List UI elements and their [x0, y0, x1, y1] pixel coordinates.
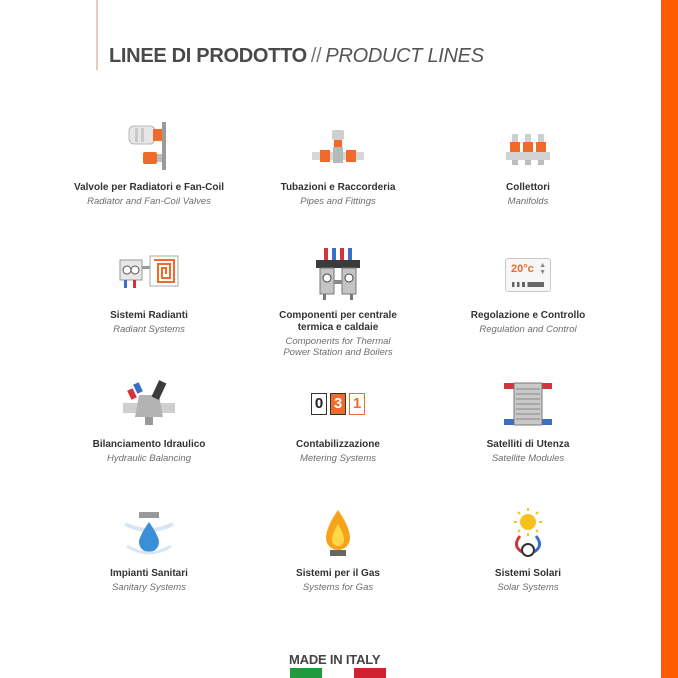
thermostat-icon	[492, 246, 564, 304]
product-subtitle: Components for Thermal Power Station and Boilers	[283, 336, 393, 358]
product-radiator-valves[interactable]	[49, 118, 249, 207]
radiator-valve-icon	[113, 118, 185, 176]
product-name: Valvole per Radiatori e Fan-Coil	[73, 182, 225, 193]
product-subtitle: Regulation and Control	[479, 324, 577, 335]
pipe-fitting-icon	[302, 118, 374, 176]
product-name: Sistemi Solari	[494, 568, 562, 579]
product-name: Componenti per centrale termica e caldaie	[279, 310, 397, 333]
product-name: Sistemi Radianti	[110, 310, 188, 321]
made-in-italy-label: MADE IN ITALY	[289, 652, 381, 667]
product-metering[interactable]	[238, 375, 438, 464]
product-satellite-modules[interactable]	[428, 375, 628, 464]
product-manifolds[interactable]	[428, 118, 628, 207]
balancing-valve-icon	[113, 375, 185, 433]
product-subtitle: Systems for Gas	[302, 582, 374, 593]
thermostat-display: 20°c	[511, 263, 534, 275]
title-english: PRODUCT LINES	[325, 45, 484, 67]
product-sanitary-systems[interactable]	[49, 504, 249, 593]
product-gas-systems[interactable]	[238, 504, 438, 593]
boiler-components-icon	[302, 246, 374, 304]
title-divider	[96, 0, 98, 70]
gas-flame-icon	[302, 504, 374, 562]
accent-side-bar	[661, 0, 678, 678]
product-subtitle: Pipes and Fittings	[300, 196, 376, 207]
product-name: Regolazione e Controllo	[470, 310, 586, 321]
meter-digit: 1	[349, 393, 365, 415]
product-pipes-fittings[interactable]	[238, 118, 438, 207]
solar-sun-icon	[492, 504, 564, 562]
product-solar-systems[interactable]	[428, 504, 628, 593]
product-subtitle: Radiator and Fan-Coil Valves	[87, 196, 211, 207]
meter-icon	[302, 375, 374, 433]
product-hydraulic-balancing[interactable]	[49, 375, 249, 464]
product-subtitle: Solar Systems	[497, 582, 559, 593]
italian-flag	[290, 668, 386, 678]
manifold-icon	[492, 118, 564, 176]
product-name: Bilanciamento Idraulico	[92, 439, 206, 450]
page-title	[109, 45, 484, 68]
thermostat-arrows: ▲ ▼	[539, 262, 546, 276]
water-drop-icon	[113, 504, 185, 562]
product-name: Sistemi per il Gas	[296, 568, 380, 579]
product-regulation-control[interactable]	[428, 246, 628, 335]
meter-digit: 0	[311, 393, 327, 415]
product-subtitle: Radiant Systems	[113, 324, 185, 335]
product-name: Collettori	[506, 182, 550, 193]
product-subtitle: Manifolds	[507, 196, 549, 207]
product-boiler-components[interactable]	[238, 246, 438, 358]
product-subtitle: Hydraulic Balancing	[107, 453, 191, 464]
product-subtitle: Metering Systems	[299, 453, 377, 464]
product-subtitle: Satellite Modules	[491, 453, 565, 464]
flag-green-stripe	[290, 668, 322, 678]
heat-exchanger-icon	[492, 375, 564, 433]
meter-digit: 3	[330, 393, 346, 415]
product-name: Satelliti di Utenza	[486, 439, 570, 450]
flag-white-stripe	[322, 668, 354, 678]
flag-red-stripe	[354, 668, 386, 678]
radiant-system-icon	[113, 246, 185, 304]
product-name: Impianti Sanitari	[110, 568, 188, 579]
thermostat-bars	[512, 282, 544, 287]
title-separator: //	[310, 45, 322, 67]
product-radiant-systems[interactable]	[49, 246, 249, 335]
product-subtitle: Sanitary Systems	[112, 582, 186, 593]
product-name: Contabilizzazione	[296, 439, 380, 450]
product-name: Tubazioni e Raccorderia	[280, 182, 396, 193]
title-italian: LINEE DI PRODOTTO	[109, 45, 307, 67]
